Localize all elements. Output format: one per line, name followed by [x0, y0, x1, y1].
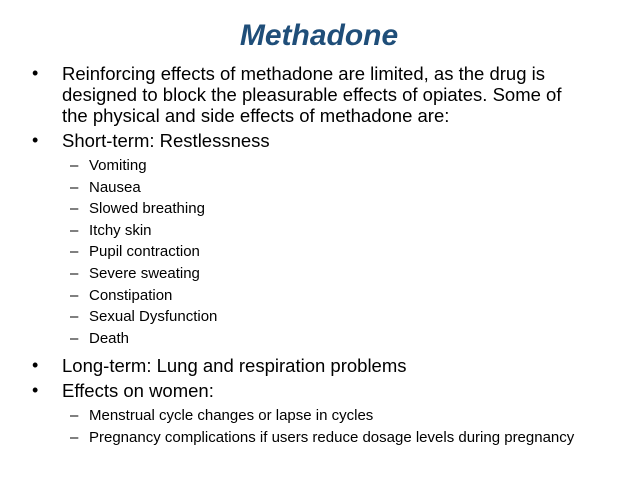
- dash-marker: –: [70, 308, 79, 326]
- bullet-intro: [30, 63, 620, 126]
- sub-item: [30, 198, 620, 220]
- bullet-women: [30, 380, 620, 401]
- dash-marker: –: [70, 407, 79, 425]
- intro-line-1: Reinforcing effects of methadone are limited, as the drug is: [62, 63, 545, 84]
- sub-item: [30, 285, 620, 307]
- women-sublist: [30, 405, 620, 448]
- sub-item-text: Nausea: [89, 178, 141, 196]
- slide-title: Methadone: [239, 19, 399, 52]
- bullet-dot: •: [32, 380, 39, 401]
- bullet-dot: •: [32, 130, 39, 150]
- dash-marker: –: [70, 221, 79, 239]
- sub-item-text: Death: [89, 329, 130, 347]
- sub-item-text: Slowed breathing: [89, 200, 205, 218]
- sub-item: [30, 241, 620, 263]
- intro-line-2: designed to block the pleasurable effects of opiates. Some of: [62, 84, 562, 105]
- bullet-dot: •: [32, 355, 39, 376]
- sub-item-text: Pregnancy complications if users reduce dosage levels during pregnancy: [89, 428, 575, 446]
- sub-item: [30, 220, 620, 242]
- sub-item-text: Menstrual cycle changes or lapse in cycles: [89, 407, 374, 425]
- sub-item-text: Constipation: [89, 286, 173, 304]
- sub-item-text: Itchy skin: [89, 221, 152, 239]
- sub-item: [30, 177, 620, 199]
- dash-marker: –: [70, 200, 79, 218]
- sub-item-text: Severe sweating: [89, 264, 200, 282]
- dash-marker: –: [70, 428, 79, 446]
- short-term-label: Short-term: Restlessness: [62, 130, 270, 151]
- bullet-dot: •: [32, 63, 39, 83]
- bullet-short-term: [30, 130, 620, 151]
- dash-marker: –: [70, 264, 79, 282]
- sub-item: [30, 263, 620, 285]
- dash-marker: –: [70, 286, 79, 304]
- bullet-long-term: [30, 355, 620, 376]
- women-label: Effects on women:: [62, 380, 214, 402]
- sub-item: [30, 427, 620, 449]
- long-term-label: Long-term: Lung and respiration problems: [62, 355, 407, 377]
- sub-item-text: Vomiting: [89, 157, 147, 174]
- dash-marker: –: [70, 243, 79, 261]
- sub-item: [30, 306, 620, 328]
- sub-item-text: Pupil contraction: [89, 243, 200, 261]
- intro-line-3: the physical and side effects of methadone are:: [62, 105, 450, 126]
- dash-marker: –: [70, 329, 79, 347]
- dash-marker: –: [70, 157, 79, 174]
- sub-item-text: Sexual Dysfunction: [89, 308, 218, 326]
- sub-item: [30, 405, 620, 427]
- dash-marker: –: [70, 178, 79, 196]
- sub-item: [30, 155, 620, 177]
- bullet-list: [30, 63, 620, 455]
- short-term-sublist: [30, 155, 620, 349]
- sub-item: [30, 328, 620, 350]
